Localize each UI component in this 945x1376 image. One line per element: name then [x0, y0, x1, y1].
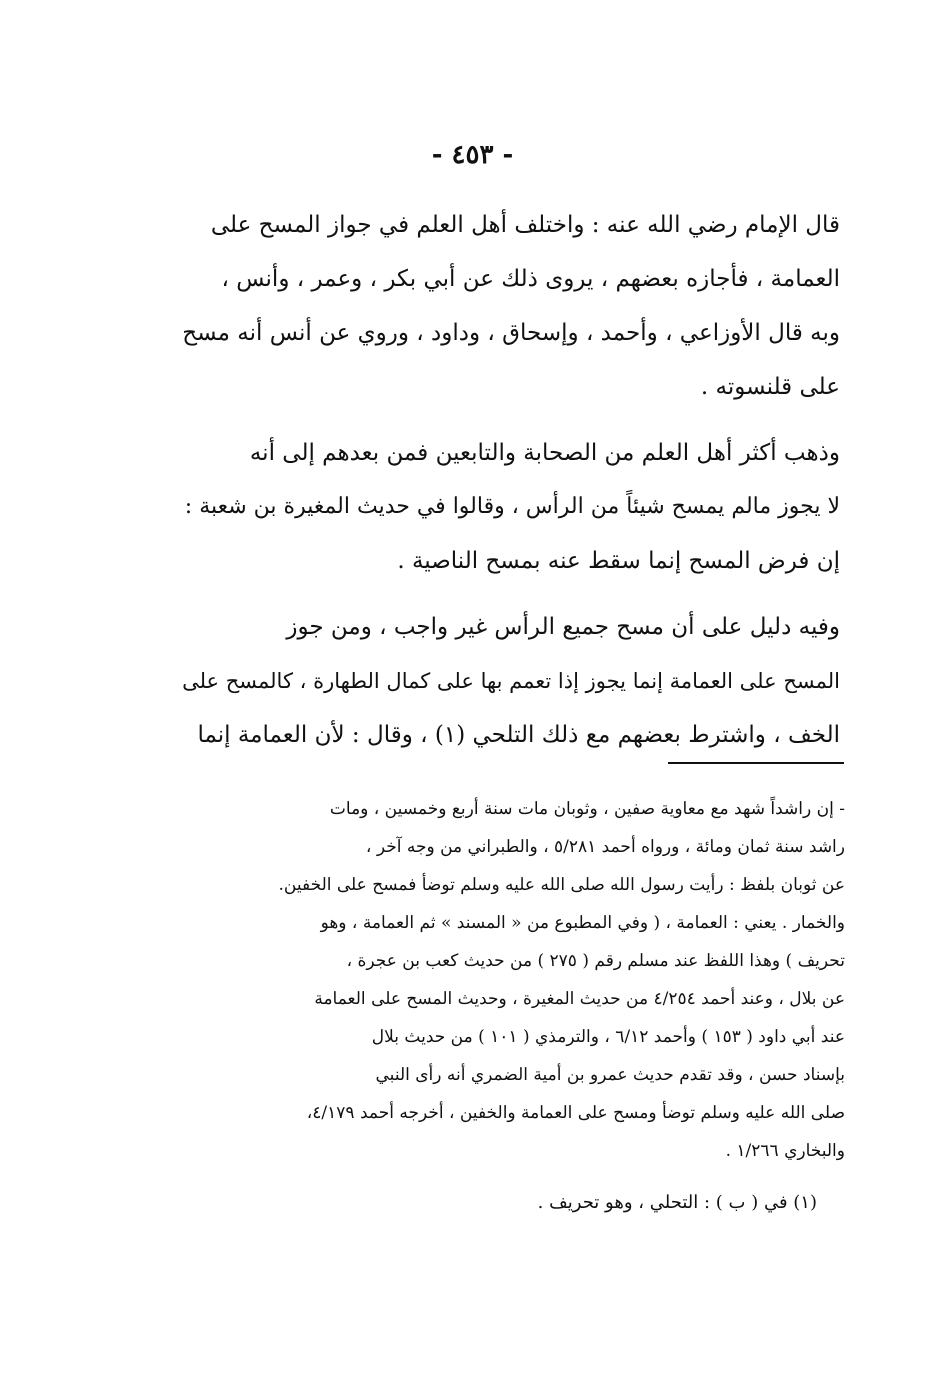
- footnote-line: بإسناد حسن ، وقد تقدم حديث عمرو بن أمية الضمري أنه رأى النبي: [375, 1065, 845, 1085]
- footnote-line: عن بلال ، وعند أحمد ٤/٢٥٤ من حديث المغيرة ، وحديث المسح على العمامة: [314, 989, 845, 1009]
- footnote-line: راشد سنة ثمان ومائة ، ورواه أحمد ٥/٢٨١ ، والطبراني من وجه آخر ،: [365, 837, 845, 857]
- footnote-line: عند أبي داود ( ١٥٣ ) وأحمد ٦/١٢ ، والترمذي ( ١٠١ ) من حديث بلال: [371, 1027, 845, 1047]
- footnote-line: والخمار . يعني : العمامة ، ( وفي المطبوع من « المسند » ثم العمامة ، وهو: [320, 913, 845, 933]
- footnote-1: (١) في ( ب ) : التحلي ، وهو تحريف .: [537, 1192, 817, 1213]
- main-text: [180, 198, 840, 762]
- text-line: وبه قال الأوزاعي ، وأحمد ، وإسحاق ، وداود ، وروي عن أنس أنه مسح: [182, 320, 840, 346]
- footnote-separator: [668, 762, 844, 764]
- text-line: لا يجوز مالم يمسح شيئاً من الرأس ، وقالوا في حديث المغيرة بن شعبة :: [184, 494, 840, 519]
- text-line: على قلنسوته .: [700, 374, 840, 400]
- footnote-line: تحريف ) وهذا اللفظ عند مسلم رقم ( ٢٧٥ ) من حديث كعب بن عجرة ،: [346, 951, 845, 971]
- text-line: قال الإمام رضي الله عنه : واختلف أهل العلم في جواز المسح على: [210, 212, 840, 238]
- paragraph: [180, 198, 840, 414]
- footnote-continuation: [180, 790, 845, 1170]
- footnotes-section: [180, 790, 845, 1222]
- footnote-line: - إن راشداً شهد مع معاوية صفين ، وثوبان مات سنة أربع وخمسين ، ومات: [329, 799, 845, 819]
- text-line: إن فرض المسح إنما سقط عنه بمسح الناصية .: [397, 548, 840, 574]
- text-line: العمامة ، فأجازه بعضهم ، يروى ذلك عن أبي بكر ، وعمر ، وأنس ،: [221, 266, 840, 292]
- footnote-line: والبخاري ١/٢٦٦ .: [725, 1141, 845, 1161]
- text-line: وفيه دليل على أن مسح جميع الرأس غير واجب ، ومن جوز: [286, 614, 840, 640]
- text-line: المسح على العمامة إنما يجوز إذا تعمم بها على كمال الطهارة ، كالمسح على: [182, 669, 840, 693]
- footnote-line: صلى الله عليه وسلم توضأ ومسح على العمامة والخفين ، أخرجه أحمد ٤/١٧٩،: [306, 1103, 845, 1123]
- text-line: الخف ، واشترط بعضهم مع ذلك التلحي (١) ، وقال : لأن العمامة إنما: [197, 722, 840, 748]
- paragraph: [180, 600, 840, 762]
- page-number: - ٤٥٣ -: [431, 140, 514, 170]
- text-line: وذهب أكثر أهل العلم من الصحابة والتابعين فمن بعدهم إلى أنه: [249, 440, 840, 466]
- paragraph: [180, 426, 840, 588]
- footnote-line: عن ثوبان بلفظ : رأيت رسول الله صلى الله عليه وسلم توضأ فمسح على الخفين.: [278, 875, 845, 895]
